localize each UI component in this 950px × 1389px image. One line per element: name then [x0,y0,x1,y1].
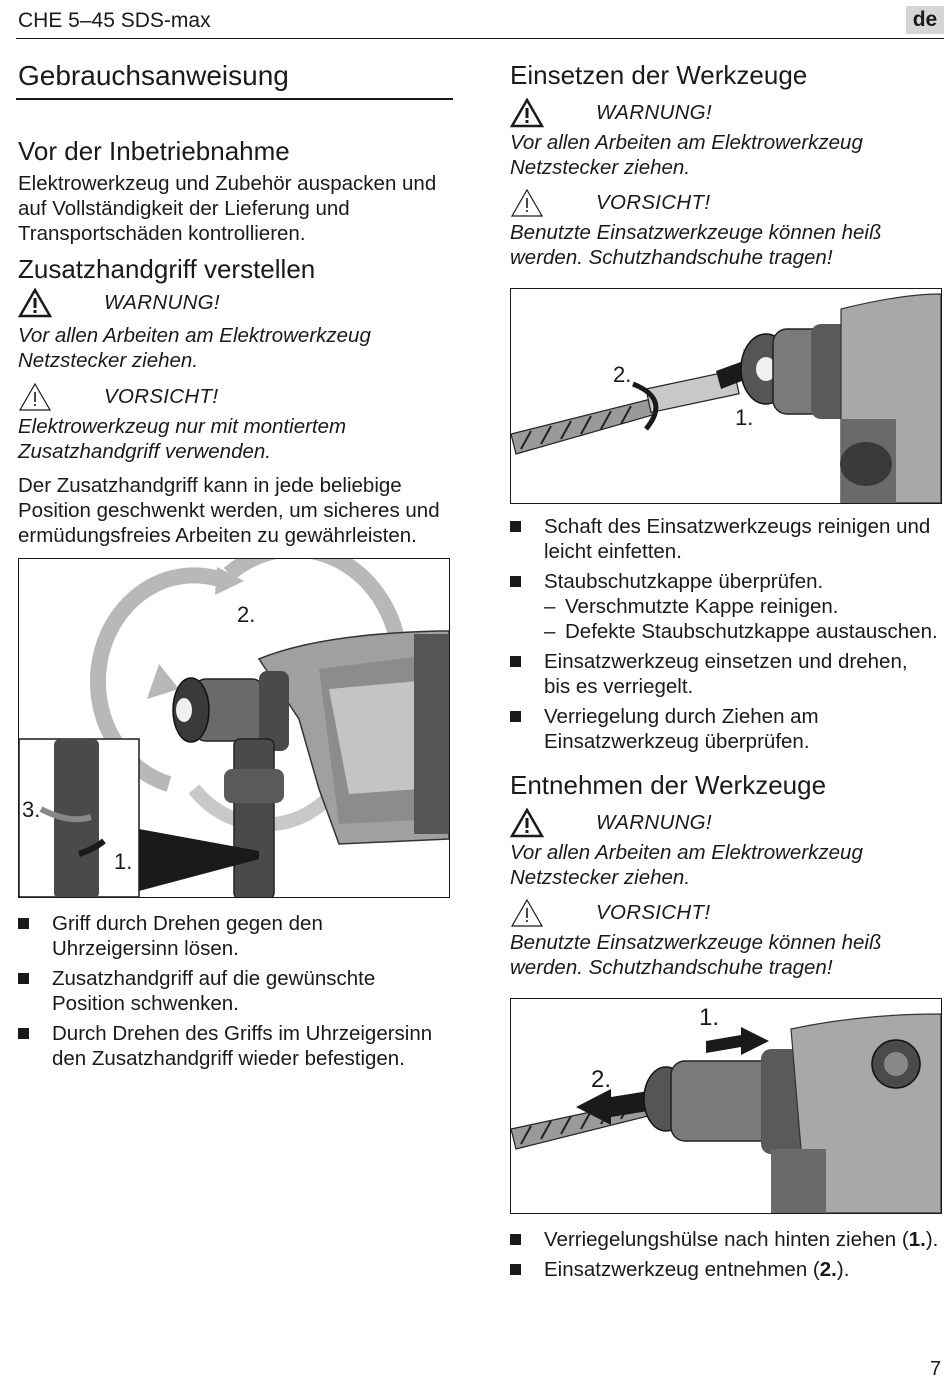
caution-notice [510,898,930,928]
caution-label: VORSICHT! [596,901,711,924]
figure-adjust-side-handle [18,558,450,898]
warning-text: Vor allen Arbeiten am Elektrowerkzeug Netzstecker ziehen. [510,131,863,179]
sub-list [544,594,945,644]
list-item: Einsatzwerkzeug entnehmen (2.). [510,1257,945,1282]
section-title-vor-der-inbetriebnahme: Vor der Inbetriebnahme [18,136,290,166]
list-item: Staubschutzkappe überprüfen. – Verschmutzte Kappe reinigen. – Defekte Staubschutzkappe austauschen. [510,569,945,644]
warning-text: Vor allen Arbeiten am Elektrowerkzeug Netzstecker ziehen. [510,841,863,889]
caution-text: Elektrowerkzeug nur mit montiertem Zusatzhandgriff verwenden. [18,415,347,463]
bullet-square-icon [18,918,29,929]
caution-label: VORSICHT! [596,191,711,214]
dash-icon: – [544,595,556,618]
bullet-list-insert-tool [510,514,945,759]
list-item: Zusatzhandgriff auf die gewünschte Position schwenken. [18,966,448,1016]
section-title-entnehmen: Entnehmen der Werkzeuge [510,770,827,800]
caution-notice [18,382,438,412]
bullet-square-icon [510,711,521,722]
warning-notice [510,808,930,838]
bullet-square-icon [510,521,521,532]
section-text-vor-der-inbetriebnahme: Elektrowerkzeug und Zubehör auspacken und auf Vollständigkeit der Lieferung und Transportschäden kontrollieren. [18,172,437,245]
figure-label-step-1: 1. [699,1004,720,1031]
figure-label-step-1: 1. [735,405,754,430]
section-title-zusatzhandgriff: Zusatzhandgriff verstellen [18,254,316,284]
warning-triangle-icon [510,808,544,838]
header-divider [16,38,944,39]
bullet-list-side-handle [18,911,448,1076]
sub-list-item: – Defekte Staubschutzkappe austauschen. [544,620,938,643]
warning-label: WARNUNG! [104,291,220,314]
caution-text: Benutzte Einsatzwerkzeuge können heiß werden. Schutzhandschuhe tragen! [510,931,882,979]
figure-label-step-1: 1. [114,849,133,874]
list-item: Griff durch Drehen gegen den Uhrzeigersinn lösen. [18,911,448,961]
page-number: 7 [930,1358,942,1380]
heading-divider [16,98,453,100]
warning-notice [18,288,438,318]
warning-triangle-icon [18,288,52,318]
figure-label-step-3: 3. [22,797,41,822]
caution-triangle-icon [510,898,544,928]
warning-label: WARNUNG! [596,101,712,124]
caution-triangle-icon [18,382,52,412]
warning-notice [510,98,930,128]
language-badge: de [906,6,944,34]
drill-side-handle-illustration [19,559,449,897]
caution-text: Benutzte Einsatzwerkzeuge können heiß werden. Schutzhandschuhe tragen! [510,221,882,269]
sub-list-item: – Verschmutzte Kappe reinigen. [544,595,839,618]
figure-label-step-2: 2. [613,362,632,387]
figure-insert-tool [510,288,942,504]
bullet-square-icon [510,1234,521,1245]
bullet-list-remove-tool [510,1227,945,1287]
caution-triangle-icon [510,188,544,218]
warning-triangle-icon [510,98,544,128]
warning-text: Vor allen Arbeiten am Elektrowerkzeug Netzstecker ziehen. [18,324,371,372]
remove-tool-illustration [511,999,941,1213]
page-heading: Gebrauchsanweisung [18,60,289,91]
bullet-square-icon [510,1264,521,1275]
bullet-square-icon [18,1028,29,1039]
caution-label: VORSICHT! [104,385,219,408]
caution-notice [510,188,930,218]
list-item: Schaft des Einsatzwerkzeugs reinigen und leicht einfetten. [510,514,945,564]
warning-label: WARNUNG! [596,811,712,834]
bullet-square-icon [510,656,521,667]
figure-label-step-2: 2. [237,602,256,627]
dash-icon: – [544,620,556,643]
section-title-einsetzen: Einsetzen der Werkzeuge [510,60,808,90]
list-item: Verriegelung durch Ziehen am Einsatzwerkzeug überprüfen. [510,704,945,754]
list-item: Einsatzwerkzeug einsetzen und drehen, bis es verriegelt. [510,649,945,699]
insert-tool-illustration [511,289,941,503]
figure-remove-tool [510,998,942,1214]
figure-label-step-2: 2. [591,1066,612,1093]
section-text-zusatzhandgriff: Der Zusatzhandgriff kann in jede beliebige Position geschwenkt werden, um sicheres und ermüdungsfreies Arbeiten zu gewährleisten. [18,474,440,547]
bullet-square-icon [510,576,521,587]
list-item: Durch Drehen des Griffs im Uhrzeigersinn den Zusatzhandgriff wieder befestigen. [18,1021,448,1071]
document-title: CHE 5–45 SDS-max [18,9,211,32]
list-item: Verriegelungshülse nach hinten ziehen (1.). [510,1227,945,1252]
bullet-square-icon [18,973,29,984]
